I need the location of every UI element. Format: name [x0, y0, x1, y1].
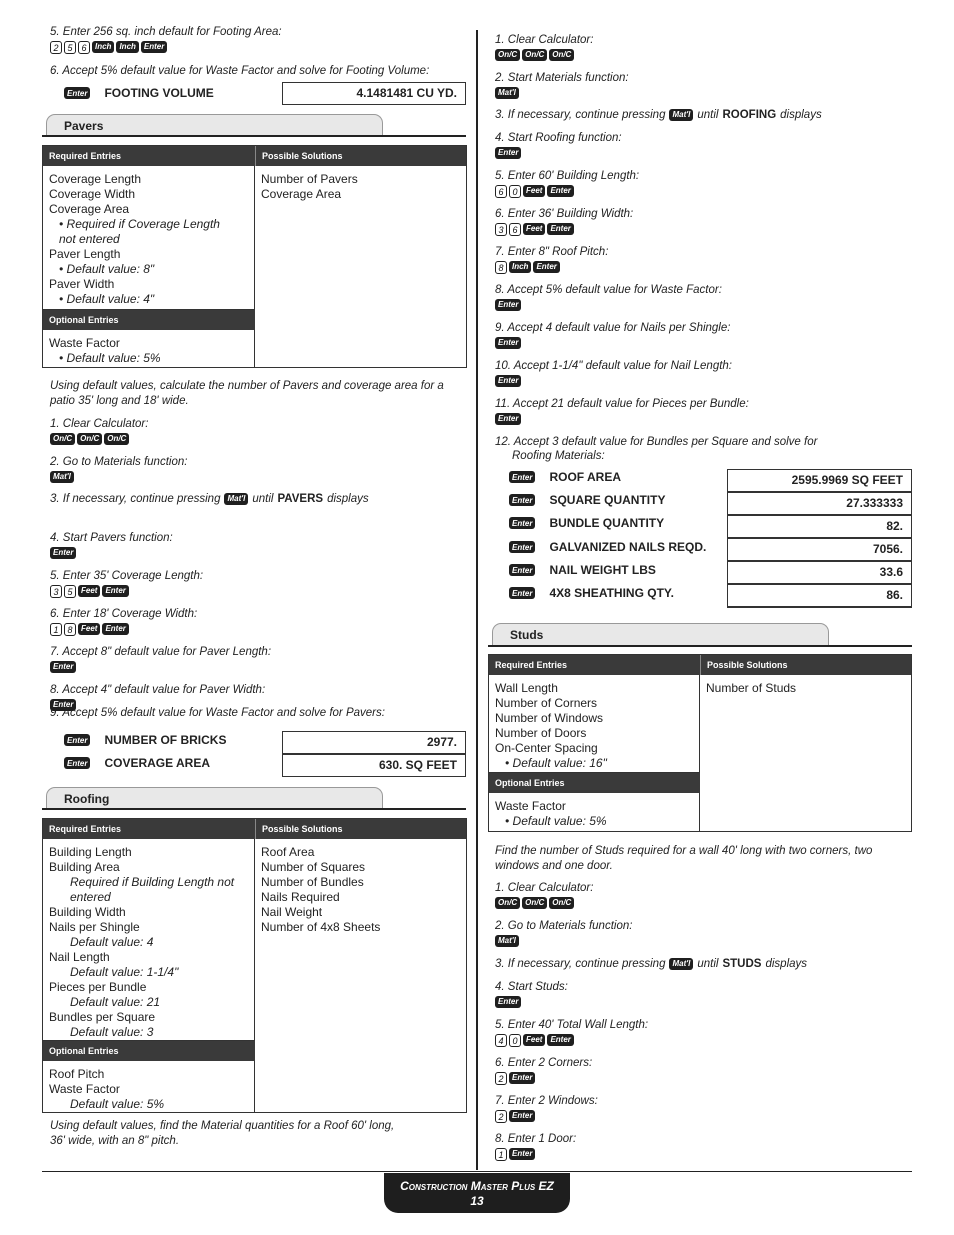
list-item: On-Center Spacing [495, 741, 598, 755]
digit-5-key-icon: 5 [64, 41, 76, 54]
roof-value-5: 86. [727, 584, 912, 607]
key-sequence [50, 547, 173, 560]
roof-results-box [727, 469, 912, 608]
step-text: displays [765, 958, 808, 970]
digit-5-key-icon: 5 [64, 585, 76, 598]
result-label: SQUARE QUANTITY [549, 493, 666, 507]
on-c-key-icon: On/C [50, 433, 75, 445]
brand-name: Construction Master Plus EZ [400, 1179, 554, 1193]
on-c-key-icon: On/C [495, 49, 520, 61]
section-divider [488, 645, 912, 647]
section-tab-pavers: Pavers [46, 114, 383, 136]
key-sequence [495, 299, 722, 312]
step-item [50, 417, 148, 446]
result-label: ROOF AREA [549, 470, 622, 484]
possible-solutions-header: Possible Solutions [255, 146, 466, 166]
result-label: NUMBER OF BRICKS [104, 733, 227, 747]
inch-key-icon: Inch [92, 41, 114, 53]
step-text: 6. Enter 2 Corners: [495, 1057, 593, 1069]
feet-key-icon: Feet [78, 585, 100, 597]
digit-4-key-icon: 4 [495, 1034, 507, 1047]
matl-key-icon: Mat'l [224, 493, 248, 505]
optional-entries-list [43, 332, 255, 370]
step-text: 2. Go to Materials function: [50, 456, 188, 468]
matl-key-icon: Mat'l [669, 958, 693, 970]
list-item: Number of 4x8 Sheets [261, 920, 381, 934]
footing-step-6: 6. Accept 5% default value for Waste Factor and solve for Footing Volume: [50, 65, 430, 77]
list-item: Default value: 1-1/4" [70, 965, 179, 979]
list-item: Coverage Width [49, 187, 136, 201]
section-divider [42, 135, 466, 137]
step-item [50, 531, 173, 560]
result-label: BUNDLE QUANTITY [549, 516, 665, 530]
step-item [495, 207, 633, 236]
roof-result-4 [509, 563, 656, 577]
step-item [495, 321, 730, 350]
list-item: Nails per Shingle [49, 920, 140, 934]
step-text: 4. Start Roofing function: [495, 132, 622, 144]
key-sequence [50, 433, 148, 446]
key-sequence [495, 897, 593, 910]
result-label: FOOTING VOLUME [104, 86, 214, 100]
required-entries-list [43, 841, 255, 1044]
on-c-key-icon: On/C [495, 897, 520, 909]
inch-key-icon: Inch [509, 261, 531, 273]
list-item: Paver Length [49, 247, 121, 261]
possible-solutions-list [255, 841, 467, 939]
step-text: 4. Start Pavers function: [50, 532, 173, 544]
key-sequence [495, 1072, 592, 1085]
enter-key-icon: Enter [547, 1034, 573, 1046]
mat-l-key-icon: Mat'l [495, 935, 519, 947]
step-item [495, 1056, 592, 1085]
possible-solutions-list [700, 677, 912, 700]
optional-entries-list [43, 1063, 255, 1116]
required-entries-header: Required Entries [43, 819, 255, 839]
enter-key-icon: Enter [533, 261, 559, 273]
enter-key-icon: Enter [495, 996, 521, 1008]
step-item [50, 492, 369, 506]
roof-result-0 [509, 470, 621, 484]
list-item: Number of Bundles [261, 875, 364, 889]
step-text: 10. Accept 1-1/4" default value for Nail Length: [495, 360, 732, 372]
list-item: Coverage Area [261, 187, 342, 201]
step-item [495, 245, 608, 274]
digit-0-key-icon: 0 [509, 185, 521, 198]
section-tab-studs: Studs [492, 623, 829, 645]
step-text: 5. Enter 256 sq. inch default for Footing Area: [50, 26, 282, 38]
list-item: Building Length [49, 845, 132, 859]
on-c-key-icon: On/C [522, 897, 547, 909]
step-text: 7. Enter 8" Roof Pitch: [495, 246, 609, 258]
step-item [495, 1094, 598, 1123]
mat-l-key-icon: Mat'l [495, 87, 519, 99]
key-sequence [50, 471, 187, 484]
footing-volume-row [64, 86, 214, 100]
key-sequence [495, 223, 633, 236]
key-sequence [495, 935, 632, 948]
optional-entries-header: Optional Entries [489, 773, 700, 793]
result-label: 4X8 SHEATHING QTY. [549, 586, 674, 600]
digit-2-key-icon: 2 [495, 1110, 507, 1123]
footer-rule [42, 1171, 912, 1172]
step-text: until [697, 109, 719, 121]
step-text: 7. Enter 2 Windows: [495, 1095, 598, 1107]
digit-2-key-icon: 2 [50, 41, 62, 54]
possible-solutions-list [255, 168, 467, 206]
key-sequence [495, 1034, 648, 1047]
step-text: 6. Enter 18' Coverage Width: [50, 608, 198, 620]
key-sequence [495, 87, 629, 100]
step-text: 3. If necessary, continue pressing [495, 109, 666, 121]
enter-key-icon: Enter [50, 661, 76, 673]
enter-key-icon: Enter [509, 517, 535, 529]
step-text: 8. Accept 4" default value for Paver Width: [50, 684, 266, 696]
step-text: until [697, 958, 719, 970]
result-label: GALVANIZED NAILS REQD. [549, 540, 707, 554]
digit-2-key-icon: 2 [495, 1072, 507, 1085]
key-sequence [50, 41, 282, 54]
on-c-key-icon: On/C [549, 897, 574, 909]
list-item: Wall Length [495, 681, 558, 695]
list-item: • Required if Coverage Length [59, 217, 220, 231]
on-c-key-icon: On/C [77, 433, 102, 445]
step-text: displays [780, 109, 822, 121]
step-item [495, 980, 568, 1009]
number-of-bricks-value: 2977. [282, 731, 466, 754]
roof-value-3: 7056. [727, 538, 912, 561]
step-text: 2. Go to Materials function: [495, 920, 633, 932]
list-item: Coverage Area [49, 202, 130, 216]
roofing-entries-table [42, 818, 467, 1113]
step-item [495, 108, 822, 122]
digit-6-key-icon: 6 [495, 185, 507, 198]
step-text: 1. Clear Calculator: [495, 34, 594, 46]
matl-key-icon: Mat'l [669, 109, 693, 121]
digit-3-key-icon: 3 [50, 585, 62, 598]
step-text: 8. Accept 5% default value for Waste Factor: [495, 284, 722, 296]
key-sequence [495, 337, 730, 350]
key-sequence [50, 661, 271, 674]
step-text: until [252, 493, 274, 505]
step-text: 3. If necessary, continue pressing [50, 493, 221, 505]
step-item [495, 283, 722, 312]
enter-key-icon: Enter [495, 299, 521, 311]
list-item: Nail Weight [261, 905, 323, 919]
digit-3-key-icon: 3 [495, 223, 507, 236]
step-item [495, 397, 749, 426]
enter-key-icon: Enter [64, 734, 90, 746]
enter-key-icon: Enter [495, 147, 521, 159]
list-item: Coverage Length [49, 172, 142, 186]
on-c-key-icon: On/C [549, 49, 574, 61]
digit-1-key-icon: 1 [50, 623, 62, 636]
feet-key-icon: Feet [523, 1034, 545, 1046]
roofing-intro: Using default values, find the Material quantities for a Roof 60' long, 36' wide, with an 8" pitch. [50, 1120, 395, 1147]
enter-key-icon: Enter [102, 623, 128, 635]
coverage-area-row [64, 756, 210, 770]
enter-key-icon: Enter [141, 41, 167, 53]
list-item: Required if Building Length not [70, 875, 235, 889]
feet-key-icon: Feet [523, 223, 545, 235]
roof-result-1 [509, 493, 665, 507]
list-item: Nail Length [49, 950, 110, 964]
key-sequence [50, 623, 197, 636]
list-item: Number of Pavers [261, 172, 358, 186]
feet-key-icon: Feet [523, 185, 545, 197]
section-divider [42, 808, 466, 810]
enter-key-icon: Enter [64, 87, 90, 99]
step-text: 1. Clear Calculator: [50, 418, 149, 430]
step-item [495, 881, 593, 910]
digit-8-key-icon: 8 [64, 623, 76, 636]
key-sequence [495, 261, 608, 274]
list-item: Number of Corners [495, 696, 598, 710]
list-item: Roof Pitch [49, 1067, 105, 1081]
coverage-area-value: 630. SQ FEET [282, 754, 466, 777]
step-item [50, 645, 271, 674]
possible-solutions-header: Possible Solutions [255, 819, 466, 839]
step-text: 4. Start Studs: [495, 981, 568, 993]
step-item [495, 1018, 648, 1047]
footing-step-5 [50, 25, 282, 54]
enter-key-icon: Enter [495, 413, 521, 425]
list-item: Default value: 21 [70, 995, 161, 1009]
enter-key-icon: Enter [547, 223, 573, 235]
pavers-entries-table [42, 145, 467, 368]
key-sequence [495, 185, 639, 198]
list-item: Waste Factor [49, 336, 120, 350]
key-sequence [495, 1110, 598, 1123]
step-item [495, 71, 629, 100]
section-tab-roofing: Roofing [46, 787, 383, 809]
list-item: Waste Factor [495, 799, 566, 813]
list-item: • Default value: 5% [505, 814, 607, 828]
feet-key-icon: Feet [78, 623, 100, 635]
digit-6-key-icon: 6 [78, 41, 90, 54]
required-entries-list [489, 677, 701, 775]
key-sequence [50, 585, 203, 598]
step-text: STUDS [722, 958, 762, 970]
step-text: displays [327, 493, 369, 505]
list-item: Default value: 5% [70, 1097, 165, 1111]
list-item: entered [70, 890, 111, 904]
digit-8-key-icon: 8 [495, 261, 507, 274]
list-item: Number of Windows [495, 711, 604, 725]
roof-value-2: 82. [727, 515, 912, 538]
step-text: Roofing Materials: [512, 450, 605, 462]
step-text: PAVERS [277, 493, 324, 505]
digit-0-key-icon: 0 [509, 1034, 521, 1047]
enter-key-icon: Enter [509, 587, 535, 599]
page-footer [384, 1173, 570, 1213]
key-sequence [495, 49, 593, 62]
enter-key-icon: Enter [509, 541, 535, 553]
enter-key-icon: Enter [509, 564, 535, 576]
required-entries-list [43, 168, 255, 311]
list-item: Paver Width [49, 277, 115, 291]
page-number: 13 [470, 1194, 484, 1208]
list-item: Roof Area [261, 845, 315, 859]
enter-key-icon: Enter [495, 337, 521, 349]
step-item [495, 33, 593, 62]
row-divider [43, 309, 255, 310]
on-c-key-icon: On/C [522, 49, 547, 61]
step-item [50, 569, 203, 598]
optional-entries-list [489, 795, 701, 833]
list-item: Bundles per Square [49, 1010, 156, 1024]
enter-key-icon: Enter [509, 471, 535, 483]
step-text: ROOFING [722, 109, 777, 121]
on-c-key-icon: On/C [104, 433, 129, 445]
studs-intro: Find the number of Studs required for a wall 40' long with two corners, two windows and one door. [495, 845, 873, 872]
step-text: 5. Enter 35' Coverage Length: [50, 570, 204, 582]
list-item: Default value: 4 [70, 935, 154, 949]
enter-key-icon: Enter [509, 1110, 535, 1122]
step-text: 9. Accept 4 default value for Nails per Shingle: [495, 322, 731, 334]
list-item: • Default value: 16" [505, 756, 607, 770]
enter-key-icon: Enter [50, 547, 76, 559]
step-text: 9. Accept 5% default value for Waste Factor and solve for Pavers: [50, 707, 385, 719]
key-sequence [495, 413, 749, 426]
step-text: 8. Enter 1 Door: [495, 1133, 577, 1145]
enter-key-icon: Enter [64, 757, 90, 769]
roof-result-3 [509, 540, 706, 554]
digit-6-key-icon: 6 [509, 223, 521, 236]
column-rule [476, 30, 478, 1170]
required-entries-header: Required Entries [489, 655, 700, 675]
enter-key-icon: Enter [495, 375, 521, 387]
roof-result-5 [509, 586, 674, 600]
mat-l-key-icon: Mat'l [50, 471, 74, 483]
step-text: 6. Enter 36' Building Width: [495, 208, 634, 220]
list-item: Building Width [49, 905, 126, 919]
list-item: • Default value: 4" [59, 292, 155, 306]
step-text: 2. Start Materials function: [495, 72, 629, 84]
step-text: 5. Enter 60' Building Length: [495, 170, 640, 182]
number-of-bricks-row [64, 733, 226, 747]
enter-key-icon: Enter [509, 494, 535, 506]
step-item [495, 1132, 576, 1161]
list-item: Number of Doors [495, 726, 587, 740]
list-item: Pieces per Bundle [49, 980, 147, 994]
step-item [50, 455, 187, 484]
pavers-intro: Using default values, calculate the number of Pavers and coverage area for a patio 35' long and 18' wide. [50, 380, 444, 407]
step-text: 11. Accept 21 default value for Pieces per Bundle: [495, 398, 749, 410]
result-label: NAIL WEIGHT LBS [549, 563, 656, 577]
digit-1-key-icon: 1 [495, 1148, 507, 1161]
step-text: 1. Clear Calculator: [495, 882, 594, 894]
step-item [495, 919, 632, 948]
result-label: COVERAGE AREA [104, 756, 211, 770]
list-item: Nails Required [261, 890, 340, 904]
roof-value-1: 27.333333 [727, 492, 912, 515]
key-sequence [495, 147, 622, 160]
list-item: • Default value: 8" [59, 262, 155, 276]
list-item: Number of Studs [706, 681, 797, 695]
step-text: 7. Accept 8" default value for Paver Length: [50, 646, 272, 658]
enter-key-icon: Enter [509, 1148, 535, 1160]
optional-entries-header: Optional Entries [43, 310, 255, 330]
roof-result-2 [509, 516, 664, 530]
step-item [495, 957, 807, 971]
list-item: Default value: 3 [70, 1025, 154, 1039]
optional-entries-header: Optional Entries [43, 1041, 255, 1061]
key-sequence [495, 1148, 576, 1161]
studs-entries-table [488, 654, 912, 832]
step-item [495, 169, 639, 198]
enter-key-icon: Enter [50, 699, 76, 711]
key-sequence [495, 375, 732, 388]
enter-key-icon: Enter [509, 1072, 535, 1084]
list-item: Building Area [49, 860, 120, 874]
roof-value-4: 33.6 [727, 561, 912, 584]
step-item [50, 706, 385, 720]
roof-value-0: 2595.9969 SQ FEET [727, 469, 912, 492]
list-item: Number of Squares [261, 860, 366, 874]
enter-key-icon: Enter [547, 185, 573, 197]
step-text: 3. If necessary, continue pressing [495, 958, 666, 970]
step-item [495, 435, 817, 463]
inch-key-icon: Inch [116, 41, 138, 53]
step-item [50, 607, 197, 636]
list-item: Waste Factor [49, 1082, 120, 1096]
key-sequence [495, 996, 568, 1009]
enter-key-icon: Enter [102, 585, 128, 597]
step-text: 5. Enter 40' Total Wall Length: [495, 1019, 649, 1031]
list-item: • Default value: 5% [59, 351, 161, 365]
step-text: 12. Accept 3 default value for Bundles per Square and solve for [495, 436, 818, 448]
required-entries-header: Required Entries [43, 146, 255, 166]
possible-solutions-header: Possible Solutions [700, 655, 911, 675]
step-item [495, 359, 732, 388]
list-item: not entered [59, 232, 120, 246]
footing-volume-value: 4.1481481 CU YD. [282, 82, 466, 105]
step-item [495, 131, 622, 160]
